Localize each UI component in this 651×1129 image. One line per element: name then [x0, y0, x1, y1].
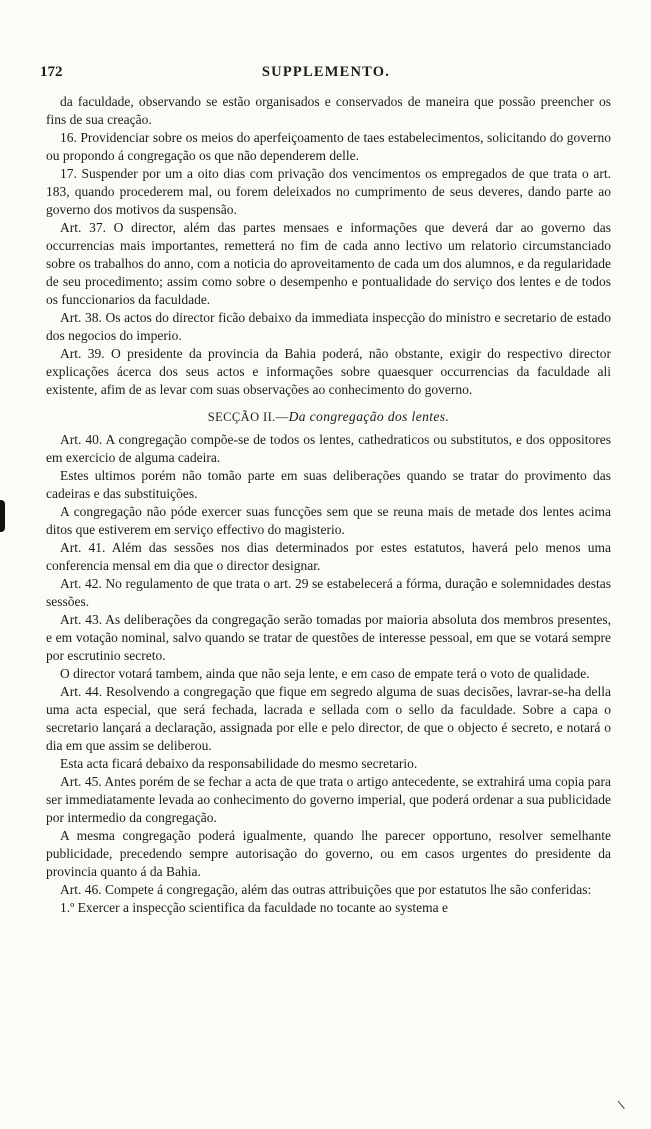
paragraph: Art. 41. Além das sessões nos dias determinados por estes estatutos, haverá pelo menos uma conferencia mensal em dia que o director designar. — [46, 540, 611, 573]
paragraph: A congregação não póde exercer suas funcções sem que se reuna mais de metade dos lentes acima ditos que estiverem em serviço effectivo do magisterio. — [46, 504, 611, 537]
paragraph: Esta acta ficará debaixo da responsabilidade do mesmo secretario. — [60, 756, 418, 771]
paragraph: Art. 44. Resolvendo a congregação que fique em segredo alguma de suas decisões, lavrar-se-ha della uma acta especial, que será fechada, lacrada e sellada com o sello da faculdade. Sobre a capa o secretario lançará a declaração, assignada por elle e pelo director, de que o objecto é secreto, e notará o dia em que assim se deliberou. — [46, 684, 611, 753]
paragraph: Art. 46. Compete á congregação, além das outras attribuições que por estatutos lhe são conferidas: — [60, 882, 592, 897]
running-title: SUPPLEMENTO. — [261, 64, 391, 80]
paragraph: A mesma congregação poderá igualmente, quando lhe parecer opportuno, resolver semelhante publicidade, precedendo sempre autorisação do governo, ou em casos urgentes do presidente da provincia quanto á da Bahia. — [46, 828, 611, 879]
paragraph: Art. 37. O director, além das partes mensaes e informações que deverá dar ao governo das occurrencias mais importantes, remetterá no fim de cada anno lectivo um relatorio circumstanciado sobre os trabalhos do anno, com a noticia do aproveitamento de cada um dos alumnos, e da regularidade de seu procedimento; assim como sobre o desempenho e pontualidade do serviço dos lentes e de todos os funccionarios da faculdade. — [46, 220, 611, 307]
paragraph: Art. 45. Antes porém de se fechar a acta de que trata o artigo antecedente, se extrahirá uma copia para ser immediatamente levada ao conhecimento do governo imperial, que poderá ordenar a sua publicidade por intermedio da congregação. — [46, 774, 611, 825]
paragraph: da faculdade, observando se estão organisados e conservados de maneira que possão preencher os fins de sua creação. — [46, 94, 611, 127]
body-text — [46, 93, 611, 917]
paragraph: Art. 43. As deliberações da congregação serão tomadas por maioria absoluta dos membros presentes, e em votação nominal, salvo quando se tratar de questões de interesse pessoal, em que se votará sempre por escrutinio secreto. — [46, 612, 611, 663]
section-label: SECÇÃO II. — [207, 410, 276, 424]
page-number: 172 — [40, 64, 63, 80]
paragraph: 16. Providenciar sobre os meios do aperfeiçoamento de taes estabelecimentos, solicitando do governo ou propondo á congregação os que não dependerem delle. — [46, 130, 611, 163]
paragraph: Art. 42. No regulamento de que trata o art. 29 se estabelecerá a fórma, duração e solemnidades destas sessões. — [46, 576, 611, 609]
corner-scan-mark — [618, 1097, 630, 1109]
paragraph: Art. 38. Os actos do director ficão debaixo da immediata inspecção do ministro e secretario de estado dos negocios do imperio. — [46, 310, 611, 343]
paragraph: Art. 39. O presidente da provincia da Bahia poderá, não obstante, exigir do respectivo director explicações ácerca dos seus actos e informações sobre quaesquer occurrencias da faculdade ali existente, afim de as levar com suas observações ao conhecimento do governo. — [46, 346, 611, 397]
paragraph: O director votará tambem, ainda que não seja lente, e em caso de empate terá o voto de qualidade. — [60, 666, 590, 681]
section-title: Da congregação dos lentes. — [288, 409, 450, 424]
paragraph: 17. Suspender por um a oito dias com privação dos vencimentos os empregados de que trata o art. 183, quando procederem mal, ou forem deleixados no cumprimento de seus deveres, dando parte ao governo dos motivos da suspensão. — [46, 166, 611, 217]
paragraph: Estes ultimos porém não tomão parte em suas deliberações quando se tratar do provimento das cadeiras e das substituições. — [46, 468, 611, 501]
paragraph: 1.º Exercer a inspecção scientifica da faculdade no tocante ao systema e — [60, 900, 448, 915]
margin-binding-mark — [0, 500, 5, 532]
page-header — [40, 64, 612, 84]
paragraph: Art. 40. A congregação compõe-se de todos os lentes, cathedraticos ou substitutos, e dos oppositores em exercicio de alguma cadeira. — [46, 432, 611, 465]
section-heading: SECÇÃO II.—Da congregação dos lentes. — [207, 409, 450, 424]
